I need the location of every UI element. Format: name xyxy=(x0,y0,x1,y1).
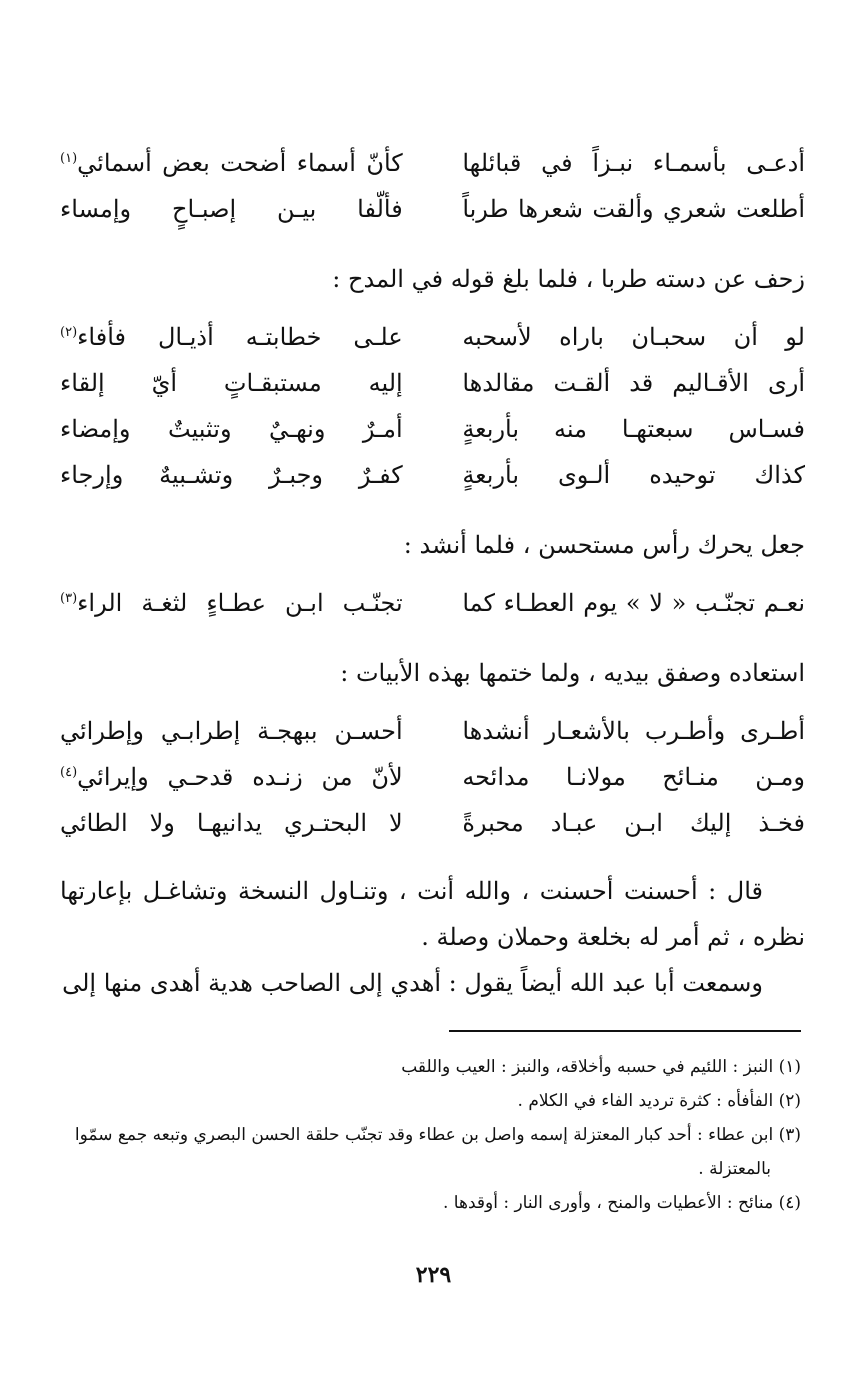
verse-second-hemistich: أحسـن ببهجـة إطرابـي وإطرائي xyxy=(60,717,403,745)
page-number: ٢٢٩ xyxy=(415,1262,452,1288)
verse-line xyxy=(60,140,805,186)
paragraph: وسمعت أبا عبد الله أيضاً يقول : أهدي إلى الصاحب هدية أهدى منها إلى xyxy=(62,969,763,997)
verse-first-hemistich: نعـم تجنّـب « لا » يوم العطـاء كما xyxy=(462,589,805,617)
prose-line: زحف عن دسته طربا ، فلما بلغ قوله في المدح : xyxy=(332,265,805,293)
footnote-text: الفأفأه : كثرة ترديد الفاء في الكلام . xyxy=(517,1091,774,1111)
footnote xyxy=(60,1118,801,1186)
footnote-marker: (٢) xyxy=(60,325,78,340)
footnotes xyxy=(60,1050,801,1220)
footnote-marker: (٣) xyxy=(60,591,78,606)
prose-line: استعاده وصفق بيديه ، ولما ختمها بهذه الأبيات : xyxy=(340,659,805,687)
verse-text: لأنّ من زنـده قدحـي وإيرائي xyxy=(77,763,403,791)
verse-line xyxy=(60,800,805,846)
verse-line xyxy=(60,708,805,754)
footnote xyxy=(60,1050,801,1084)
main-text xyxy=(60,140,805,1006)
footnote-continuation: بالمعتزلة . xyxy=(698,1159,771,1179)
verse-line xyxy=(60,314,805,360)
verse-second-hemistich: أمـرٌ ونهـيٌ وتثبيتٌ وإمضاء xyxy=(60,415,403,443)
verse-text: كأنّ أسماء أضحت بعض أسمائي xyxy=(77,149,403,177)
verse-first-hemistich: فخـذ إليك ابـن عبـاد محبرةً xyxy=(462,809,805,837)
verse-group-2 xyxy=(60,314,805,498)
verse-second-hemistich: كفـرٌ وجبـرٌ وتشـبيهٌ وإرجاء xyxy=(60,461,403,489)
footnote-text: ابن عطاء : أحد كبار المعتزلة إسمه واصل بن عطاء وقد تجنّب حلقة الحسن البصري وتبعه جمع سمّوا xyxy=(74,1125,774,1145)
paragraph: قال : أحسنت أحسنت ، والله أنت ، وتنـاول النسخة وتشاغـل بإعارتها نظره ، ثم أمر له بخلعة وحملان وصلة . xyxy=(60,877,805,951)
verse-first-hemistich: فسـاس سبعتهـا منه بأربعةٍ xyxy=(462,415,805,443)
footnote-number: (٤) xyxy=(778,1193,801,1213)
prose-line: جعل يحرك رأس مستحسن ، فلما أنشد : xyxy=(403,531,805,559)
footnote-number: (١) xyxy=(778,1057,801,1077)
verse-line xyxy=(60,186,805,232)
verse-text: علـى خطابتـه أذيـال فأفاء xyxy=(77,323,403,351)
verse-line xyxy=(60,360,805,406)
verse-line xyxy=(60,580,805,626)
verse-first-hemistich: أطلعت شعري وألقت شعرها طرباً xyxy=(462,195,805,223)
verse-first-hemistich: أدعـى بأسمـاء نبـزاً في قبائلها xyxy=(462,149,805,177)
verse-second-hemistich: إليه مستبقـاتٍ أيّ إلقاء xyxy=(60,369,403,397)
footnote-separator xyxy=(449,1030,801,1032)
verse-line xyxy=(60,754,805,800)
footnote-number: (٢) xyxy=(778,1091,801,1111)
verse-second-hemistich xyxy=(60,140,403,186)
footnote xyxy=(60,1186,801,1220)
footnote xyxy=(60,1084,801,1118)
footnote-text: النبز : اللئيم في حسبه وأخلاقه، والنبز : العيب واللقب xyxy=(401,1057,774,1077)
footnote-text: منائح : الأعطيات والمنح ، وأورى النار : أوقدها . xyxy=(443,1193,774,1213)
verse-group-3 xyxy=(60,580,805,626)
verse-first-hemistich: أطـرى وأطـرب بالأشعـار أنشدها xyxy=(462,717,805,745)
verse-first-hemistich: كذاك توحيده ألـوى بأربعةٍ xyxy=(462,461,805,489)
verse-line xyxy=(60,406,805,452)
footnote-marker: (١) xyxy=(60,151,78,166)
footnote-number: (٣) xyxy=(778,1125,801,1145)
footnote-marker: (٤) xyxy=(60,765,78,780)
verse-second-hemistich xyxy=(60,580,403,626)
verse-line xyxy=(60,452,805,498)
verse-group-4 xyxy=(60,708,805,846)
verse-first-hemistich: لو أن سحبـان باراه لأسحبه xyxy=(462,323,805,351)
verse-text: تجنّـب ابـن عطـاءٍ لثغـة الراء xyxy=(77,589,403,617)
verse-second-hemistich xyxy=(60,314,403,360)
verse-second-hemistich: لا البحتـري يدانيهـا ولا الطائي xyxy=(60,809,403,837)
verse-second-hemistich xyxy=(60,754,403,800)
verse-first-hemistich: أرى الأقـاليم قد ألقـت مقالدها xyxy=(462,369,805,397)
paragraph-block xyxy=(60,868,805,1006)
verse-second-hemistich: فألّفا بيـن إصبـاحٍ وإمساء xyxy=(60,195,403,223)
verse-first-hemistich: ومـن منـائح مولانـا مدائحه xyxy=(462,763,805,791)
verse-group-1 xyxy=(60,140,805,232)
